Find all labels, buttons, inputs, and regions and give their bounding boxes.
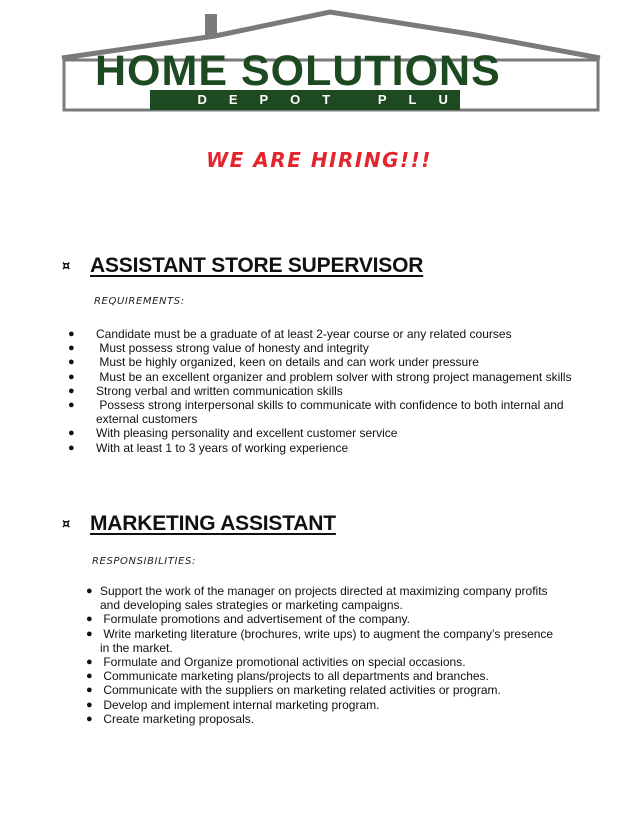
list-item: ● Develop and implement internal marketing program. [86, 697, 380, 712]
bullet-icon: ● [86, 698, 93, 711]
list-item: ● Formulate promotions and advertisement of the company. [86, 612, 410, 627]
list-item: ● Strong verbal and written communication skills [68, 383, 343, 398]
bullet-icon: ● [86, 670, 93, 683]
bullet-icon: ● [86, 712, 93, 725]
section-supervisor-header [62, 254, 423, 278]
requirements-label: REQUIREMENTS: [94, 296, 185, 307]
list-item: ● Support the work of the manager on projects directed at maximizing company profits and developing sales strategies or marketing campaigns. [86, 584, 548, 613]
bullet-icon: ● [68, 399, 75, 412]
section-marketing-header [62, 512, 336, 536]
responsibilities-list [86, 584, 561, 726]
bullet-icon: ● [86, 684, 93, 697]
company-logo [0, 0, 638, 125]
bullet-icon: ● [68, 370, 75, 383]
responsibilities-label: RESPONSIBILITIES: [92, 556, 196, 567]
list-item: ● Must be highly organized, keen on details and can work under pressure [68, 355, 479, 370]
logo-title: HOME SOLUTIONS [95, 47, 501, 95]
list-item: ● Must possess strong value of honesty and integrity [68, 341, 369, 356]
section-title: MARKETING ASSISTANT [90, 512, 336, 535]
list-item: ● With pleasing personality and excellent customer service [68, 426, 398, 441]
hiring-heading: WE ARE HIRING!!! [206, 148, 432, 172]
bullet-icon: ● [68, 328, 75, 340]
bullet-icon: ● [68, 384, 75, 397]
list-item: ● Formulate and Organize promotional activities on special occasions. [86, 655, 466, 670]
list-item: ● Must be an excellent organizer and problem solver with strong project management skills [68, 369, 572, 384]
bullet-icon: ● [86, 585, 93, 597]
requirements-list [68, 327, 588, 455]
list-item: ● Communicate marketing plans/projects to all departments and branches. [86, 669, 489, 684]
list-item: ● Candidate must be a graduate of at least 2-year course or any related courses [68, 327, 512, 341]
list-item: ● Write marketing literature (brochures, write ups) to augment the company’s presence in the market. [86, 626, 554, 655]
bullet-icon: ● [68, 342, 75, 355]
section-title: ASSISTANT STORE SUPERVISOR [90, 254, 424, 277]
list-item: ● Possess strong interpersonal skills to communicate with confidence to both internal and external customers [68, 398, 564, 427]
bullet-icon: ● [68, 356, 75, 369]
bullet-icon: ● [86, 627, 93, 640]
list-item: ● With at least 1 to 3 years of working experience [68, 440, 349, 455]
bullet-icon: ● [86, 613, 93, 626]
bullet-icon: ● [68, 441, 75, 454]
logo-subtitle: DEPOT PLUS [197, 92, 501, 107]
bullet-icon: ● [86, 656, 93, 669]
list-item: ● Create marketing proposals. [86, 711, 255, 726]
section-bullet-icon: ¤ [62, 516, 71, 532]
bullet-icon: ● [68, 427, 75, 440]
section-bullet-icon: ¤ [62, 258, 71, 274]
list-item: ● Communicate with the suppliers on marketing related activities or program. [86, 683, 501, 698]
